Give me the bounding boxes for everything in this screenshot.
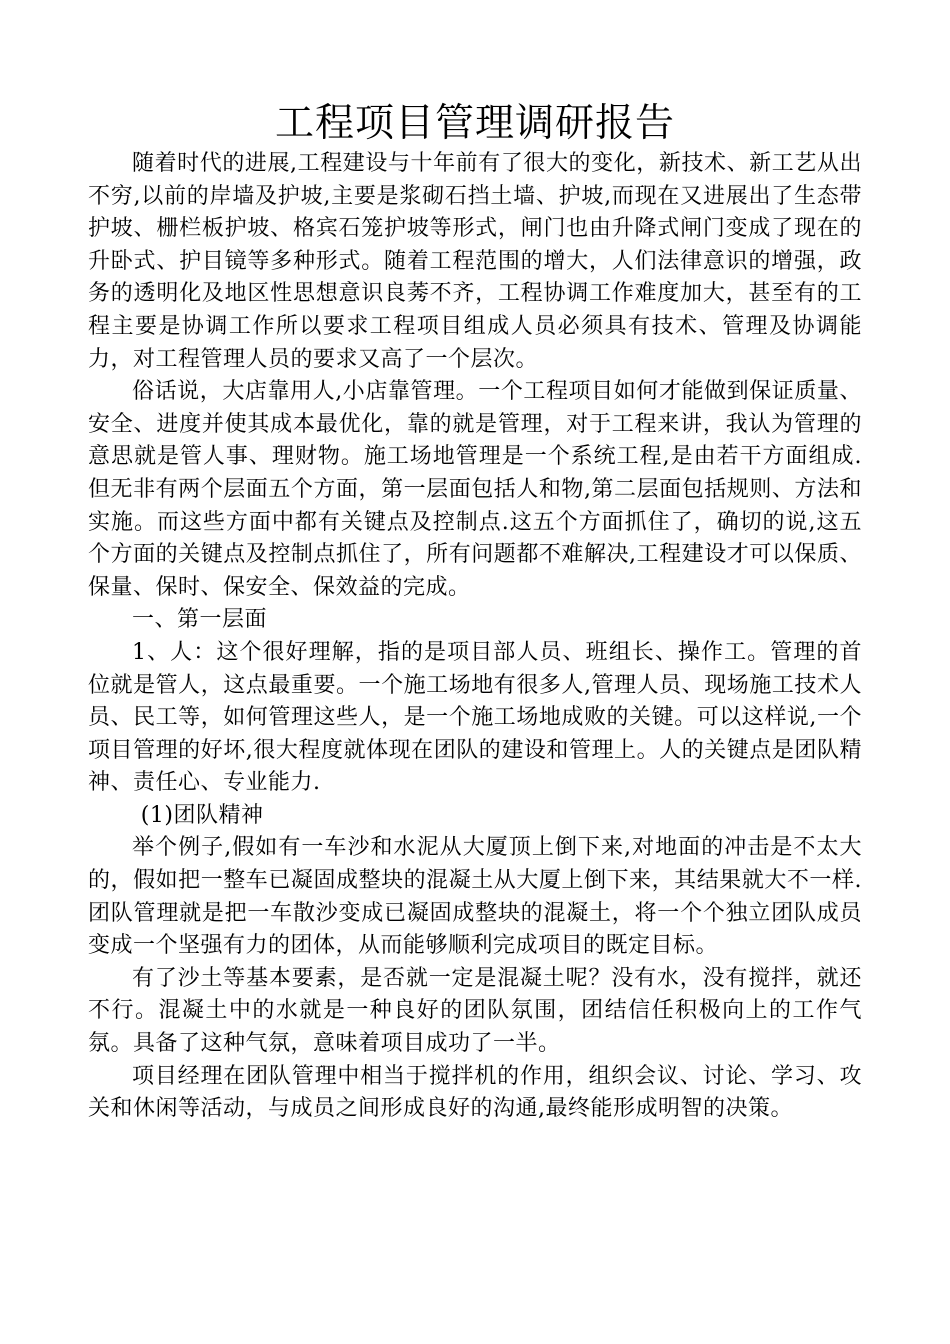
paragraph-people: 1、人：这个很好理解，指的是项目部人员、班组长、操作工。管理的首位就是管人，这点最重要。一个施工场地有很多人,管理人员、现场施工技术人员、民工等，如何管理这些人，是一个施工场地成败的关键。可以这样说,一个项目管理的好坏,很大程度就体现在团队的建设和管理上。人的关键点是团队精神、责任心、专业能力.: [88, 639, 862, 796]
document-body: [88, 148, 862, 1126]
paragraph-management: 俗话说，大店靠用人,小店靠管理。一个工程项目如何才能做到保证质量、安全、进度并使其成本最优化，靠的就是管理，对于工程来讲，我认为管理的意思就是管人事、理财物。施工场地管理是一个系统工程,是由若干方面组成.但无非有两个层面五个方面，第一层面包括人和物,第二层面包括规则、方法和实施。而这些方面中都有关键点及控制点.这五个方面抓住了，确切的说,这五个方面的关键点及控制点抓住了，所有问题都不难解决,工程建设才可以保质、保量、保时、保安全、保效益的完成。: [88, 379, 862, 600]
section-heading-first-level: 一、第一层面: [132, 607, 268, 633]
paragraph-project-manager: 项目经理在团队管理中相当于搅拌机的作用，组织会议、讨论、学习、攻关和休闲等活动，与成员之间形成良好的沟通,最终能形成明智的决策。: [88, 1063, 862, 1122]
subheading-team-spirit: (1)团队精神: [140, 802, 264, 828]
paragraph-concrete: 有了沙土等基本要素，是否就一定是混凝土呢？没有水，没有搅拌，就还不行。混凝土中的水就是一种良好的团队氛围，团结信任积极向上的工作气氛。具备了这种气氛，意味着项目成功了一半。: [88, 965, 862, 1057]
paragraph-intro: 随着时代的进展,工程建设与十年前有了很大的变化，新技术、新工艺从出不穷,以前的岸墙及护坡,主要是浆砌石挡土墙、护坡,而现在又进展出了生态带护坡、栅栏板护坡、格宾石笼护坡等形式，闸门也由升降式闸门变成了现在的升卧式、护目镜等多种形式。随着工程范围的增大，人们法律意识的增强，政务的透明化及地区性思想意识良莠不齐，工程协调工作难度加大，甚至有的工程主要是协调工作所以要求工程项目组成人员必须具有技术、管理及协调能力，对工程管理人员的要求又高了一个层次。: [88, 151, 862, 372]
document-title: 工程项目管理调研报告: [274, 101, 675, 146]
paragraph-example: 举个例子,假如有一车沙和水泥从大厦顶上倒下来,对地面的冲击是不太大的，假如把一整车已凝固成整块的混凝土从大厦上倒下来，其结果就大不一样.团队管理就是把一车散沙变成已凝固成整块的混凝土，将一个个独立团队成员变成一个坚强有力的团体，从而能够顺利完成项目的既定目标。: [88, 835, 862, 959]
